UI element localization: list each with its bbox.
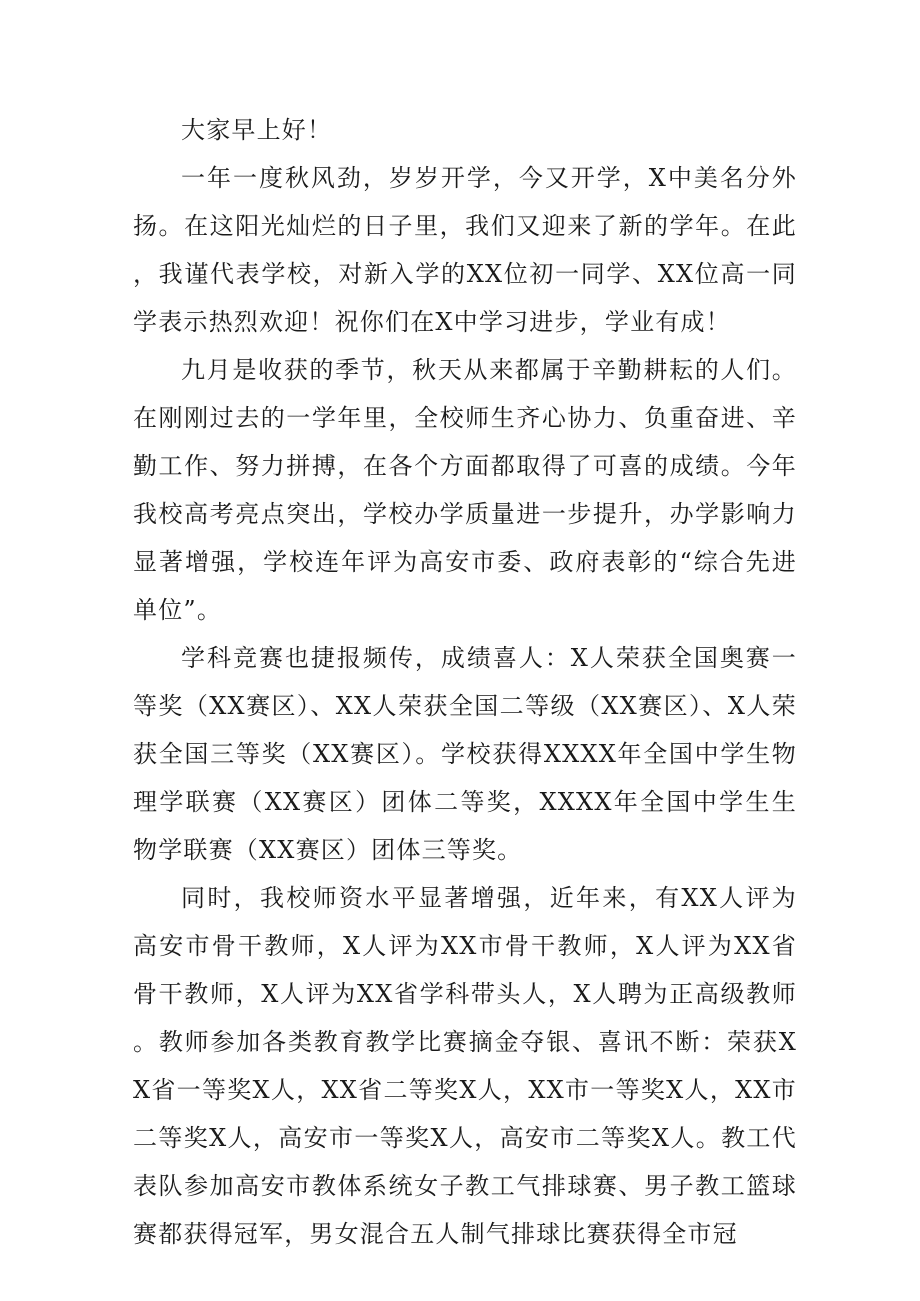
greeting: 大家早上好！ <box>181 116 333 144</box>
paragraph-teachers: 同时，我校师资水平显著增强，近年来，有XX人评为高安市骨干教师，X人评为XX市骨干教师，X人评为XX省骨干教师，X人评为XX省学科带头人，X人聘为正高级教师。教师参加各类教育教学比赛摘金夺银、喜讯不断：荣获XX省一等奖X人，XX省二等奖X人，XX市一等奖X人，XX市二等奖X人，高安市一等奖X人，高安市二等奖X人。教工代表队参加高安市教体系统女子教工气排球赛、男子教工篮球赛都获得冠军，男女混合五人制气排球比赛获得全市冠 <box>133 884 797 1248</box>
paragraph-competitions: 学科竞赛也捷报频传，成绩喜人：X人荣获全国奥赛一等奖（XX赛区）、XX人荣获全国二等级（XX赛区）、X人荣获全国三等奖（XX赛区）。学校获得XXXX年全国中学生物理学联赛（XX赛区）团体二等奖，XXXX年全国中学生生物学联赛（XX赛区）团体三等奖。 <box>133 644 797 864</box>
paragraph-achievements: 九月是收获的季节，秋天从来都属于辛勤耕耘的人们。在刚刚过去的一学年里，全校师生齐心协力、负重奋进、辛勤工作、努力拼搏，在各个方面都取得了可喜的成绩。今年我校高考亮点突出，学校办学质量进一步提升，办学影响力显著增强，学校连年评为高安市委、政府表彰的“综合先进单位”。 <box>133 356 797 624</box>
paragraph-welcome: 一年一度秋风劲，岁岁开学，今又开学，X中美名分外扬。在这阳光灿烂的日子里，我们又迎来了新的学年。在此，我谨代表学校，对新入学的XX位初一同学、XX位高一同学表示热烈欢迎！祝你们在X中学习进步，学业有成！ <box>133 164 797 336</box>
speech-body <box>133 106 797 1258</box>
